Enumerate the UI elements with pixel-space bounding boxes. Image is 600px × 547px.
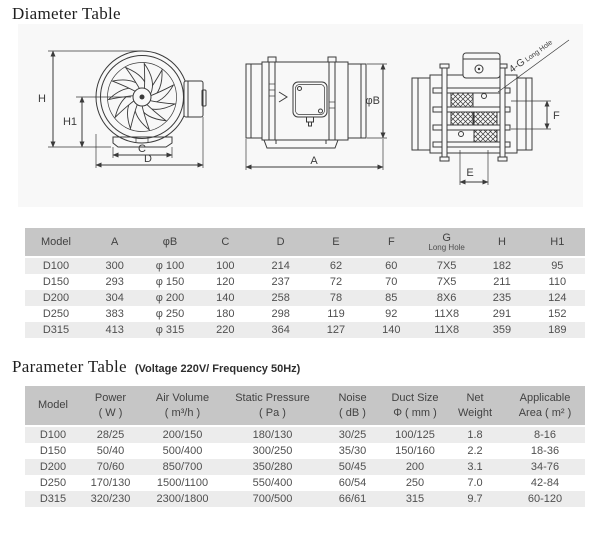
- column-header-c: C: [198, 228, 253, 257]
- table-cell: 18-36: [530, 445, 560, 457]
- table-cell: 3.1: [467, 461, 483, 473]
- table-row-d315: [25, 322, 585, 338]
- table-cell: 700/500: [252, 493, 293, 505]
- drawing-panel: [18, 24, 583, 207]
- front-junction-box: [184, 81, 206, 117]
- table-cell: φ 150: [155, 276, 185, 288]
- table-cell: 180: [216, 308, 235, 320]
- table-cell: D315: [42, 324, 70, 336]
- table-cell: 189: [548, 324, 567, 336]
- dim-label-e: E: [466, 167, 474, 179]
- dimension-c: [113, 143, 172, 158]
- dim-label-a: A: [310, 155, 318, 167]
- table-cell: 350/280: [252, 461, 293, 473]
- table-cell: 300/250: [252, 445, 293, 457]
- fan-impeller: [108, 63, 174, 129]
- table-row-d150: [25, 274, 585, 290]
- table-cell: 50/40: [96, 445, 125, 457]
- dim-label-h1: H1: [62, 116, 78, 128]
- dim-label-c: C: [138, 143, 146, 155]
- long-hole-label: 4-GLong Hole: [507, 39, 555, 76]
- table-cell: 200: [405, 461, 425, 473]
- table-cell: φ 250: [155, 308, 185, 320]
- table-cell: 291: [492, 308, 512, 320]
- table-cell: 300: [105, 260, 124, 272]
- table-cell: 70: [385, 276, 398, 288]
- table-row-d100: [25, 257, 585, 274]
- table-cell: 60: [385, 260, 398, 272]
- table-cell: φ 200: [155, 292, 185, 304]
- table-cell: 293: [105, 276, 124, 288]
- table-cell: D315: [39, 493, 67, 505]
- plate-screw: [459, 132, 464, 137]
- table-cell: 180/130: [252, 429, 293, 441]
- table-cell: 7X5: [436, 260, 457, 272]
- table-cell: 110: [548, 276, 567, 288]
- table-cell: 140: [382, 324, 401, 336]
- dim-label-d: D: [144, 153, 152, 165]
- column-header-model: Model: [25, 228, 87, 257]
- table-row-d200: [25, 459, 585, 475]
- table-cell: 8X6: [436, 292, 457, 304]
- column-header-net: Net Weight: [445, 386, 505, 426]
- diameter-header-row: [25, 228, 585, 257]
- side-view-drawing: [246, 57, 387, 170]
- table-cell: 95: [551, 260, 564, 272]
- table-cell: 170/130: [90, 477, 131, 489]
- table-cell: 11X8: [434, 308, 460, 320]
- table-cell: 304: [105, 292, 124, 304]
- column-header-noise: Noise ( dB ): [320, 386, 385, 426]
- parameter-table-body: [25, 426, 585, 507]
- table-cell: 1500/1100: [156, 477, 209, 489]
- table-cell: 364: [271, 324, 290, 336]
- table-cell: 28/25: [96, 429, 125, 441]
- table-cell: 152: [548, 308, 567, 320]
- table-cell: D150: [42, 276, 70, 288]
- table-cell: 211: [493, 276, 511, 288]
- table-cell: 200/150: [162, 429, 203, 441]
- table-cell: D250: [39, 477, 67, 489]
- column-header-power: Power ( W ): [81, 386, 140, 426]
- table-cell: 70/60: [96, 461, 125, 473]
- column-header-h: H: [474, 228, 529, 257]
- table-cell: 78: [329, 292, 343, 304]
- column-header-d: D: [253, 228, 308, 257]
- table-cell: 42-84: [530, 477, 560, 489]
- table-cell: 119: [327, 308, 345, 320]
- table-cell: D100: [39, 429, 67, 441]
- table-cell: φ 315: [155, 324, 185, 336]
- diameter-table: [25, 228, 585, 338]
- column-header-a: A: [87, 228, 142, 257]
- table-cell: 258: [271, 292, 290, 304]
- table-cell: 100: [216, 260, 235, 272]
- rear-view-drawing: [412, 37, 569, 185]
- table-cell: 850/700: [162, 461, 203, 473]
- table-cell: 298: [271, 308, 290, 320]
- table-cell: 8-16: [533, 429, 557, 441]
- column-header-e: E: [308, 228, 363, 257]
- table-cell: 1.8: [467, 429, 483, 441]
- table-cell: 500/400: [162, 445, 203, 457]
- table-cell: D200: [39, 461, 67, 473]
- table-cell: 100/125: [395, 429, 435, 441]
- mounting-plate-hatch: [451, 90, 497, 145]
- table-cell: 11X8: [434, 324, 460, 336]
- column-header-model: Model: [25, 386, 81, 426]
- table-cell: 320/230: [90, 493, 131, 505]
- table-cell: 66/61: [338, 493, 367, 505]
- table-cell: D150: [39, 445, 67, 457]
- table-row-d250: [25, 306, 585, 322]
- table-cell: 72: [329, 276, 343, 288]
- side-mount-bracket: [264, 140, 338, 148]
- dim-label-h: H: [38, 93, 46, 105]
- table-cell: 127: [326, 324, 346, 336]
- dimension-a: [246, 139, 383, 170]
- column-header-f: F: [364, 228, 419, 257]
- table-cell: 237: [271, 276, 290, 288]
- table-cell: 2300/1800: [156, 493, 209, 505]
- table-cell: 60/54: [338, 477, 367, 489]
- table-cell: 182: [492, 260, 512, 272]
- airflow-arrow-icon: [279, 92, 287, 102]
- table-cell: 150/160: [395, 445, 435, 457]
- parameter-table: [25, 386, 585, 507]
- table-cell: 383: [105, 308, 124, 320]
- table-cell: D250: [42, 308, 70, 320]
- long-hole-callout: [498, 37, 569, 92]
- table-cell: 413: [105, 324, 124, 336]
- table-row-d315: [25, 491, 585, 507]
- table-cell: 220: [216, 324, 235, 336]
- dim-label-f: F: [553, 110, 560, 122]
- column-header-h1: H1: [530, 228, 585, 257]
- dimension-phi-b: [366, 64, 387, 138]
- table-cell: 85: [385, 292, 398, 304]
- diameter-table-title: Diameter Table: [12, 4, 121, 23]
- table-cell: 140: [216, 292, 235, 304]
- dim-label-phi-b: φB: [365, 95, 380, 107]
- table-cell: 92: [385, 308, 398, 320]
- column-header-duct-size: Duct Size Φ ( mm ): [385, 386, 445, 426]
- side-junction-box: [293, 82, 327, 126]
- table-row-d200: [25, 290, 585, 306]
- table-row-d250: [25, 475, 585, 491]
- table-cell: 2.2: [467, 445, 483, 457]
- table-cell: 60-120: [527, 493, 563, 505]
- table-cell: 120: [216, 276, 235, 288]
- column-header-static-pressure: Static Pressure ( Pa ): [225, 386, 320, 426]
- plate-screw: [482, 94, 487, 99]
- parameter-table-head: [25, 386, 585, 426]
- table-row-d150: [25, 443, 585, 459]
- column-header-applicable: Applicable Area ( m² ): [505, 386, 585, 426]
- dimension-e: [460, 150, 488, 185]
- table-cell: 35/30: [338, 445, 367, 457]
- table-cell: 7.0: [467, 477, 483, 489]
- column-header-g: G Long Hole: [419, 228, 474, 257]
- parameter-title-row: [12, 357, 300, 377]
- table-cell: D100: [42, 260, 70, 272]
- table-cell: 62: [329, 260, 343, 272]
- table-cell: 50/45: [338, 461, 367, 473]
- column-header--b: φB: [142, 228, 197, 257]
- table-cell: D200: [42, 292, 70, 304]
- table-cell: 214: [271, 260, 290, 272]
- table-cell: 315: [405, 493, 425, 505]
- dimension-f: [511, 101, 560, 129]
- table-cell: 359: [492, 324, 512, 336]
- table-cell: φ 100: [155, 260, 185, 272]
- table-cell: 250: [405, 477, 425, 489]
- diameter-table-head: [25, 228, 585, 257]
- table-cell: 9.7: [467, 493, 483, 505]
- diameter-table-body: [25, 257, 585, 338]
- table-row-d100: [25, 426, 585, 443]
- table-cell: 30/25: [338, 429, 367, 441]
- terminal-box: [463, 53, 500, 78]
- technical-drawings: [18, 24, 583, 207]
- table-cell: 235: [492, 292, 512, 304]
- parameter-table-title: Parameter Table: [12, 357, 127, 376]
- parameter-table-subtitle: (Voltage 220V/ Frequency 50Hz): [134, 363, 301, 375]
- table-cell: 34-76: [530, 461, 560, 473]
- table-cell: 550/400: [252, 477, 293, 489]
- column-header-air-volume: Air Volume ( m³/h ): [140, 386, 225, 426]
- front-view-drawing: [38, 51, 206, 168]
- parameter-header-row: [25, 386, 585, 426]
- table-cell: 124: [548, 292, 567, 304]
- table-cell: 7X5: [436, 276, 457, 288]
